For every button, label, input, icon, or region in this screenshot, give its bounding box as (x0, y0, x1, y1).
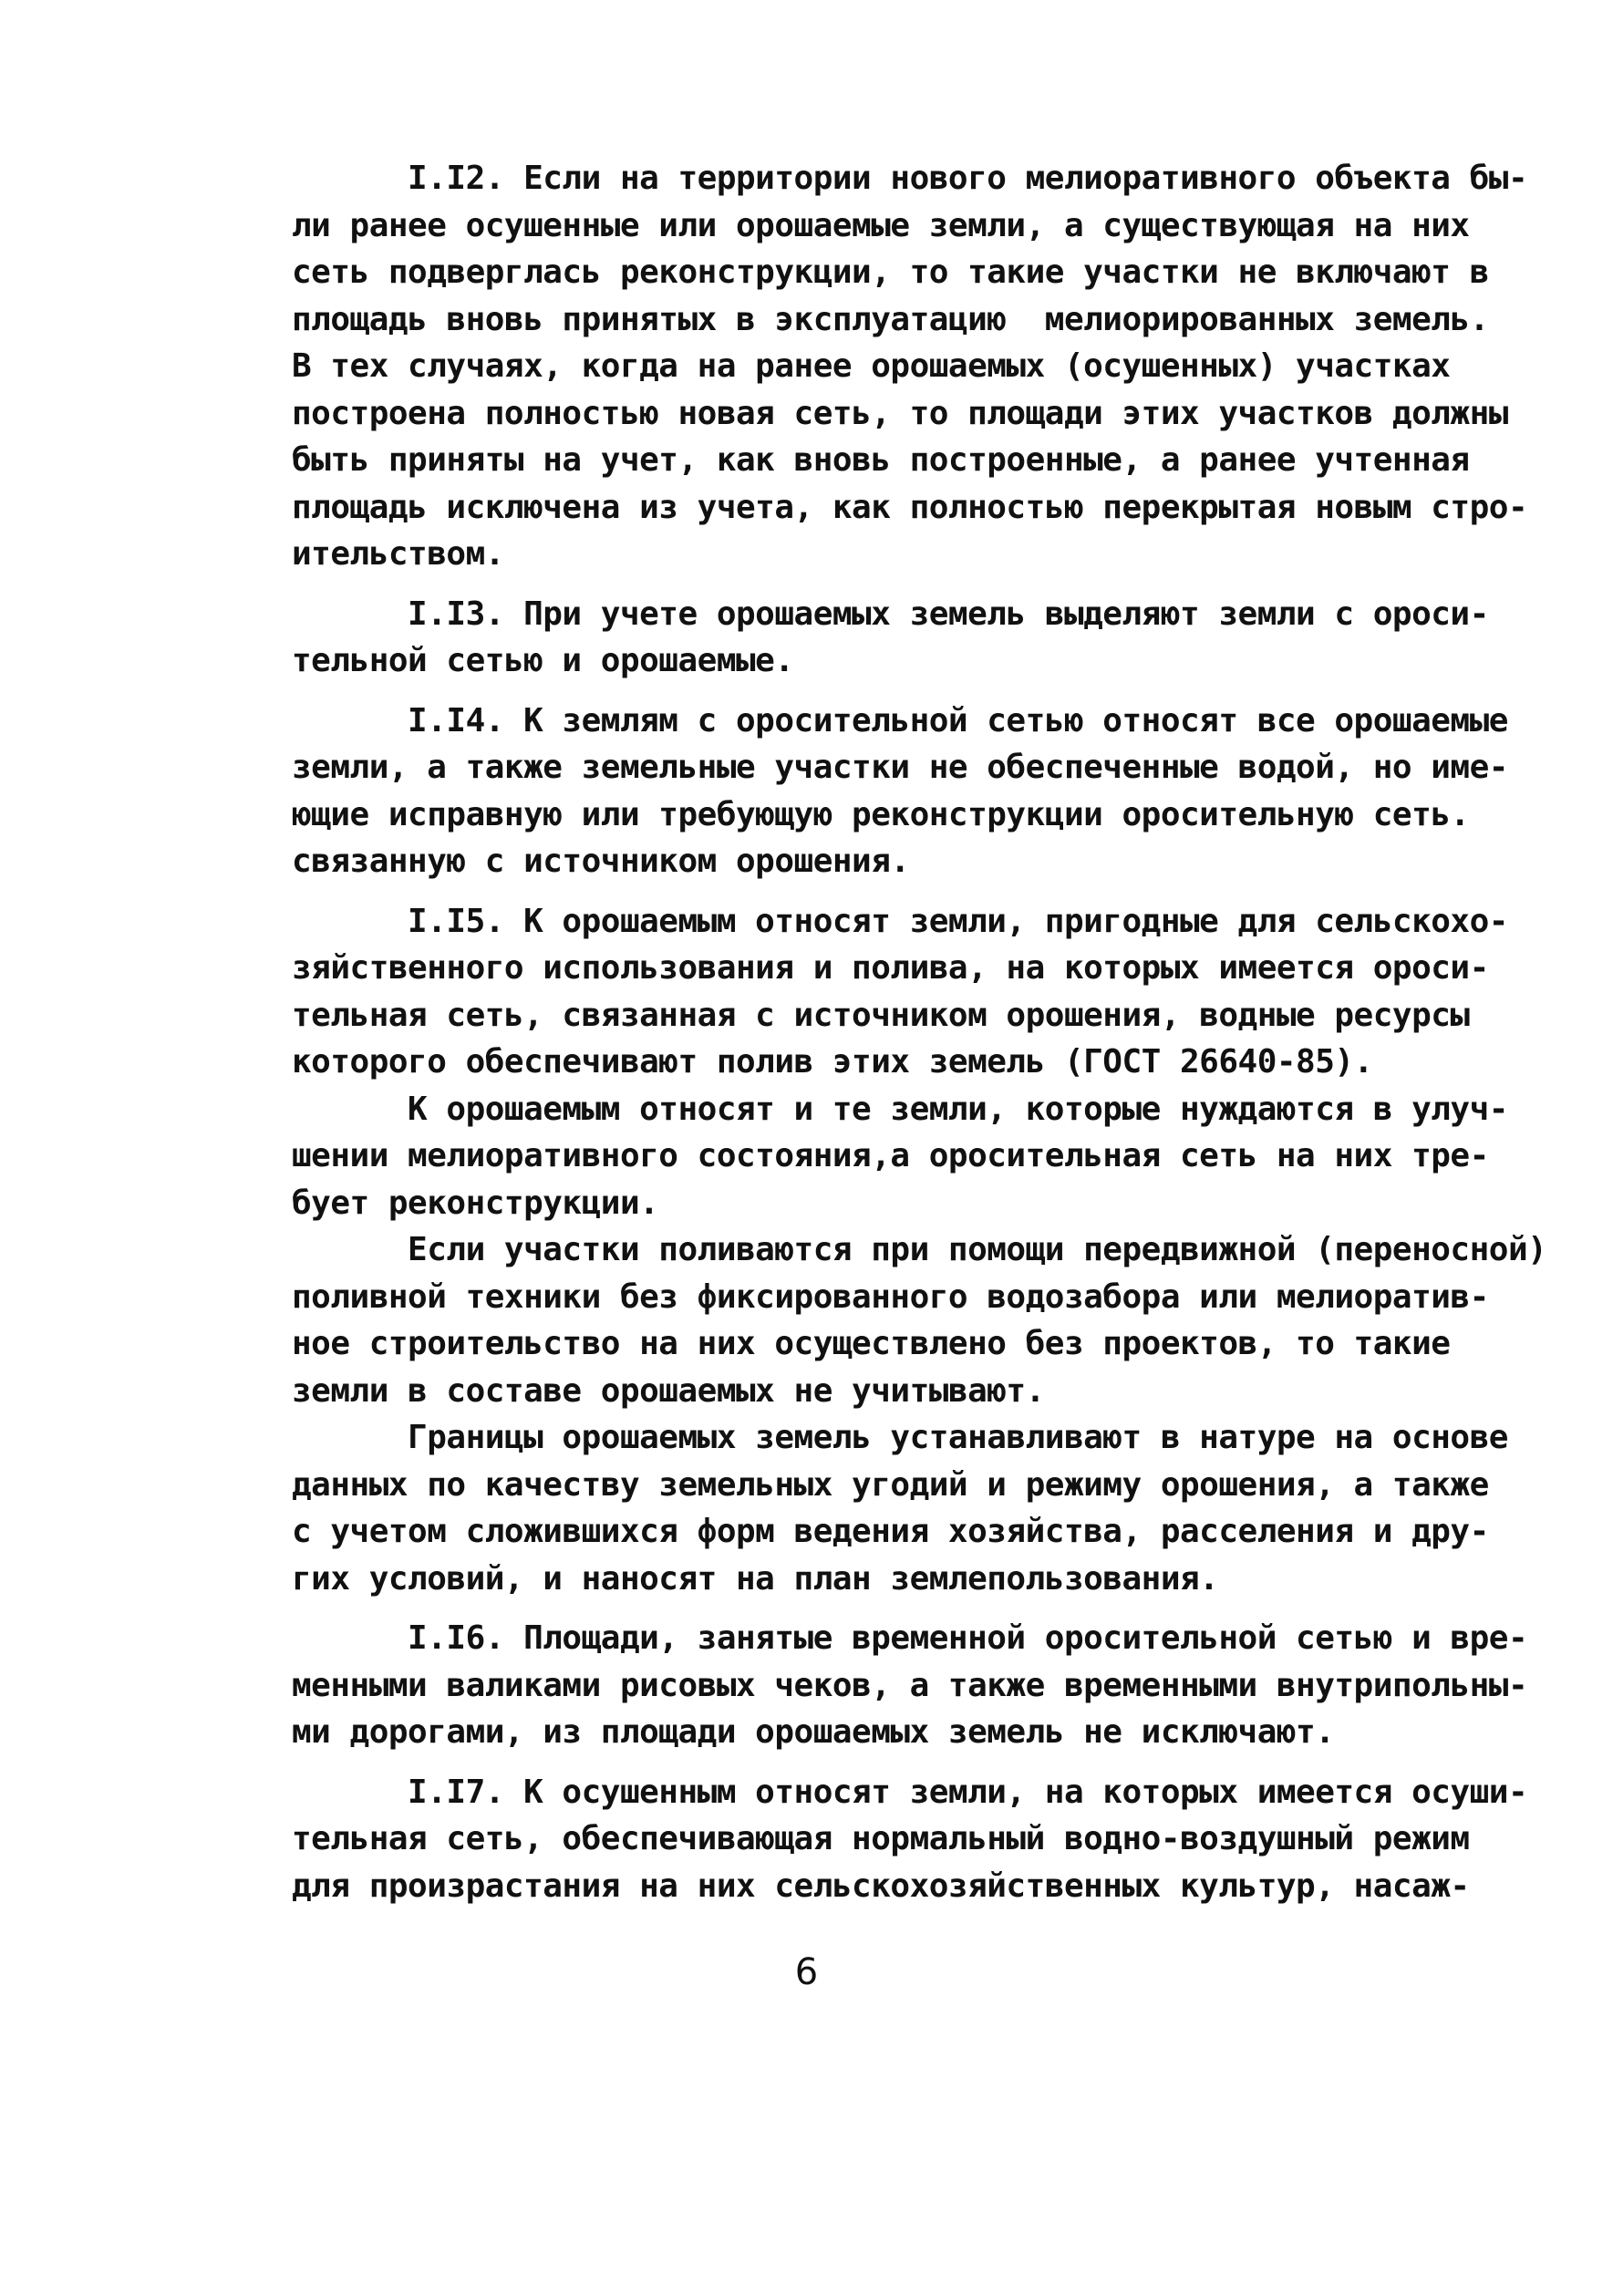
paragraph-p-1-15 (292, 898, 1508, 1086)
text-line: ли ранее осушенные или орошаемые земли, а существующая на них (292, 206, 1470, 244)
text-line: В тех случаях, когда на ранее орошаемых (осушенных) участках (292, 347, 1451, 385)
paragraph-p-1-12 (292, 155, 1528, 578)
page-number: 6 (794, 1951, 819, 1993)
text-line: гих условий, и наносят на план землепользования. (292, 1559, 1219, 1598)
text-line: связанную с источником орошения. (292, 843, 910, 880)
text-line: построена полностью новая сеть, то площади этих участков должны (292, 394, 1508, 432)
text-line: I.I7. К осушенным относят земли, на которых имеется осуши- (292, 1773, 1528, 1811)
text-line: шении мелиоративного состояния,а оросительная сеть на них тре- (292, 1137, 1489, 1174)
paragraph-gap (292, 1602, 1504, 1615)
text-line: тельная сеть, связанная с источником орошения, водные ресурсы (292, 996, 1470, 1034)
paragraph-p-1-14 (292, 698, 1508, 885)
text-line: ное строительство на них осуществлено без проектов, то такие (292, 1325, 1451, 1362)
text-line: земли, а также земельные участки не обеспеченные водой, но име- (292, 749, 1508, 786)
text-line: для произрастания на них сельскохозяйственных культур, насаж- (292, 1867, 1470, 1905)
text-line: ительством. (292, 535, 504, 573)
paragraph-p-1-15-d (292, 1414, 1508, 1602)
text-line: ющие исправную или требующую реконструкции оросительную сеть. (292, 795, 1470, 833)
text-line: ми дорогами, из площади орошаемых земель не исключают. (292, 1713, 1335, 1751)
text-line: менными валиками рисовых чеков, а также временными внутрипольны- (292, 1666, 1528, 1704)
paragraph-gap (292, 685, 1504, 698)
text-line: I.I5. К орошаемым относят земли, пригодные для сельскохо- (292, 902, 1508, 940)
paragraph-p-1-15-b (292, 1086, 1508, 1227)
text-line: I.I6. Площади, занятые временной оросительной сетью и вре- (292, 1619, 1528, 1657)
document-body (292, 155, 1547, 1909)
paragraph-p-1-15-c (292, 1226, 1547, 1414)
text-line: земли в составе орошаемых не учитывают. (292, 1371, 1045, 1410)
text-line: тельной сетью и орошаемые. (292, 642, 794, 679)
text-line: площадь исключена из учета, как полностью перекрытая новым стро- (292, 488, 1528, 526)
text-line: площадь вновь принятых в эксплуатацию мелиорированных земель. (292, 300, 1489, 338)
text-line: зяйственного использования и полива, на которых имеется ороси- (292, 949, 1489, 987)
text-line: с учетом сложившихся форм ведения хозяйства, расселения и дру- (292, 1513, 1489, 1550)
paragraph-gap (292, 1756, 1504, 1769)
text-line: I.I2. Если на территории нового мелиоративного объекта бы- (292, 160, 1528, 197)
paragraph-p-1-16 (292, 1615, 1528, 1756)
paragraph-gap (292, 578, 1504, 591)
text-line: I.I3. При учете орошаемых земель выделяют земли с ороси- (292, 595, 1489, 633)
text-line: К орошаемым относят и те земли, которые нуждаются в улуч- (292, 1090, 1508, 1128)
text-line: сеть подверглась реконструкции, то такие участки не включают в (292, 253, 1489, 291)
paragraph-gap (292, 885, 1504, 898)
text-line: I.I4. К землям с оросительной сетью относят все орошаемые (292, 701, 1508, 739)
paragraph-p-1-13 (292, 591, 1504, 685)
text-line: которого обеспечивают полив этих земель (ГОСТ 26640-85). (292, 1043, 1373, 1081)
text-line: данных по качеству земельных угодий и режиму орошения, а также (292, 1465, 1489, 1504)
paragraph-p-1-17 (292, 1769, 1528, 1910)
text-line: тельная сеть, обеспечивающая нормальный водно-воздушный режим (292, 1820, 1470, 1857)
text-line: поливной техники без фиксированного водозабора или мелиоратив- (292, 1277, 1489, 1316)
text-line: бует реконструкции. (292, 1184, 659, 1222)
text-line: Если участки поливаются при помощи передвижной (переносной) (292, 1231, 1547, 1268)
text-line: быть приняты на учет, как вновь построенные, а ранее учтенная (292, 441, 1470, 479)
text-line: Границы орошаемых земель устанавливают в натуре на основе (292, 1419, 1508, 1456)
